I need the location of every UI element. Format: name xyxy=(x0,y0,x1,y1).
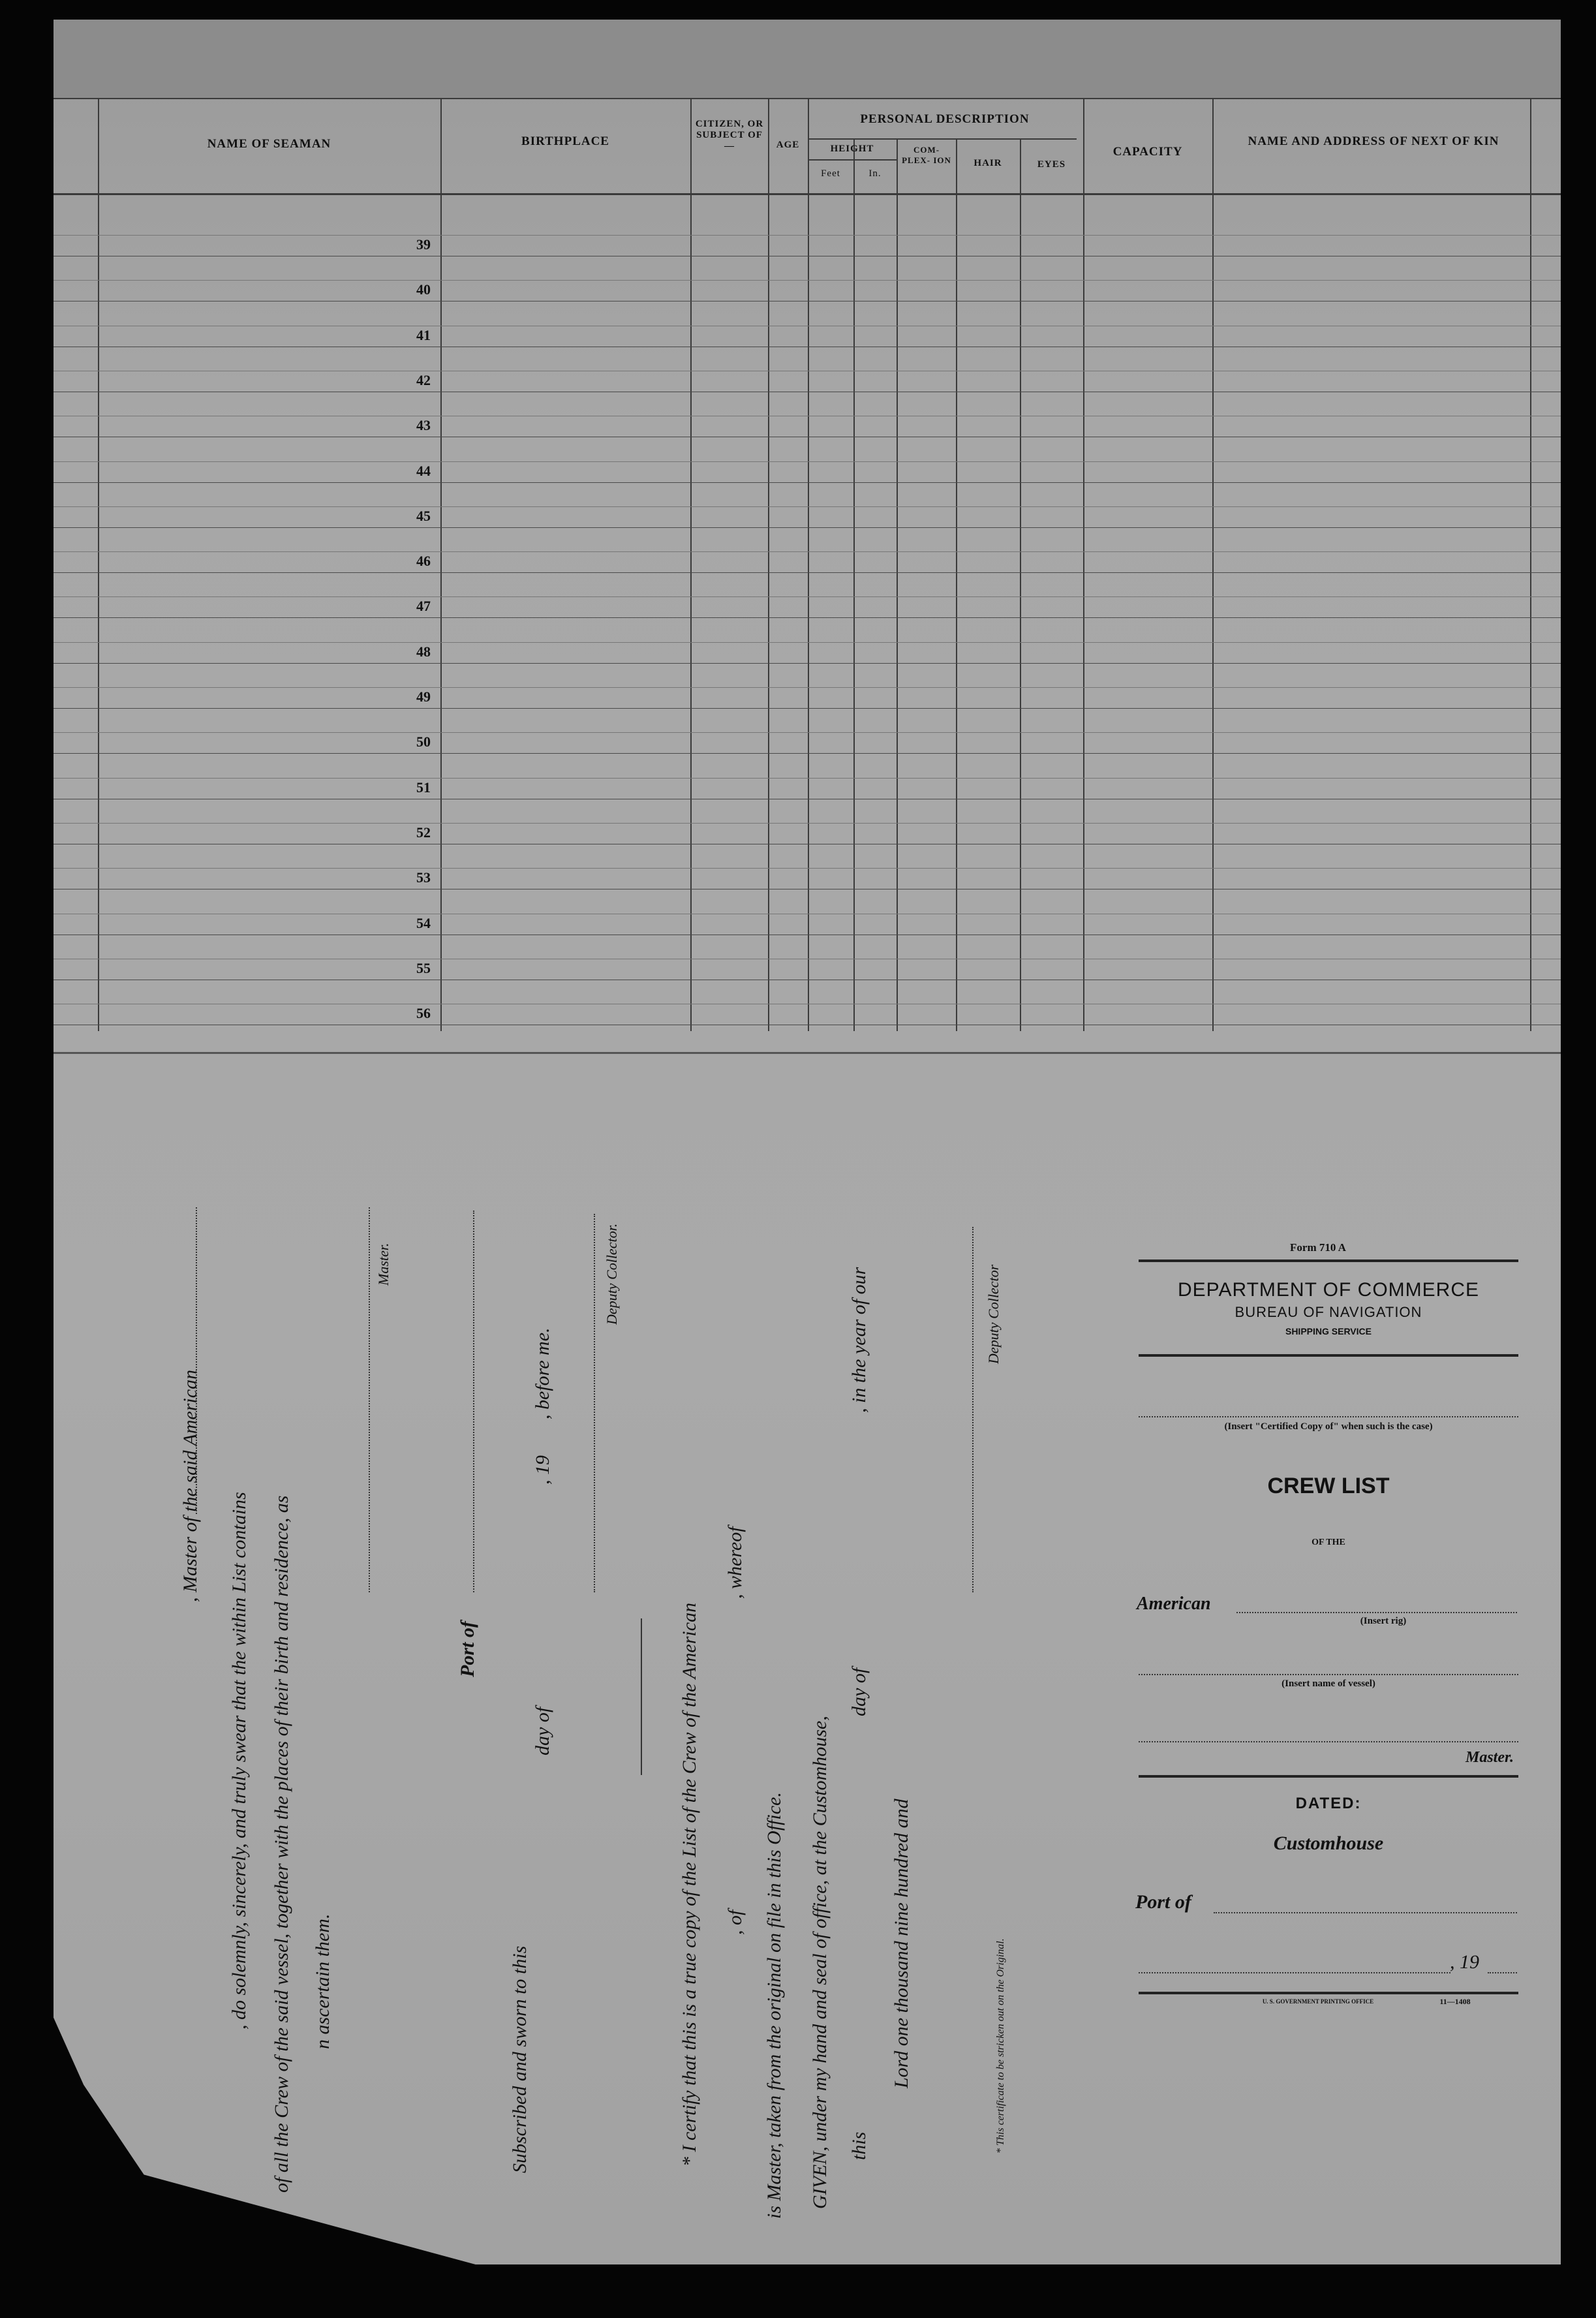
row-number: 48 xyxy=(416,643,431,660)
cover-rule-top xyxy=(1139,1259,1518,1262)
header-eyes: EYES xyxy=(1037,159,1066,170)
header-hair: HAIR xyxy=(974,158,1002,168)
cert-line-3: GIVEN, under my hand and seal of office, at the Customhouse, xyxy=(809,1716,831,2209)
row-rule xyxy=(54,708,1561,709)
col-divider xyxy=(1083,98,1084,1031)
col-divider xyxy=(98,98,99,1031)
row-rule xyxy=(54,753,1561,754)
header-inches: In. xyxy=(868,168,882,179)
header-height: HEIGHT xyxy=(830,144,874,154)
col-divider xyxy=(1530,98,1531,1031)
header-next-of-kin: NAME AND ADDRESS OF NEXT OF KIN xyxy=(1248,134,1499,148)
row-rule xyxy=(54,527,1561,528)
header-age: AGE xyxy=(776,140,800,150)
row-number: 53 xyxy=(416,869,431,886)
cover-print-code: 11—1408 xyxy=(1439,1997,1471,2006)
row-rule xyxy=(54,663,1561,664)
cover-rule-3 xyxy=(1139,1775,1518,1778)
cover-insert-rig: (Insert rig) xyxy=(1360,1616,1407,1626)
row-subrule xyxy=(54,596,1561,597)
cover-service: SHIPPING SERVICE xyxy=(1285,1326,1372,1337)
row-number: 45 xyxy=(416,508,431,524)
oath-line-4: n ascertain them. xyxy=(312,1913,333,2049)
row-subrule xyxy=(54,551,1561,552)
port-of-line xyxy=(1214,1912,1517,1913)
oath-line-2: , do solemnly, sincerely, and truly swear that the within List contains xyxy=(228,1492,250,2030)
cover-port-of: Port of xyxy=(1135,1891,1191,1913)
row-number: 42 xyxy=(416,372,431,388)
cover-of-the: OF THE xyxy=(1312,1538,1345,1547)
cover-rule-bottom xyxy=(1139,1992,1518,1994)
row-number: 39 xyxy=(416,236,431,253)
cert-footnote: * This certificate to be stricken out on the Original. xyxy=(995,1938,1006,2154)
vessel-name-line xyxy=(1139,1674,1518,1675)
cert-line-1: * I certify that this is a true copy of the List of the Crew of the American xyxy=(679,1602,700,2167)
cover-year: , 19 xyxy=(1450,1951,1479,1973)
oath-line-3: of all the Crew of the said vessel, together with the places of their birth and residence, as xyxy=(271,1495,292,2193)
cert-signature-line xyxy=(972,1227,974,1592)
header-personal-description: PERSONAL DESCRIPTION xyxy=(860,112,1030,126)
col-divider xyxy=(690,98,692,1031)
header-citizen: CITIZEN, OR SUBJECT OF— xyxy=(695,119,764,151)
row-number: 54 xyxy=(416,915,431,931)
oath-day-of: day of xyxy=(532,1707,553,1755)
oath-line-1: , Master of the said American xyxy=(179,1369,201,1602)
cover-dated: DATED: xyxy=(1295,1795,1362,1812)
cover-department: DEPARTMENT OF COMMERCE xyxy=(1177,1279,1480,1301)
row-number: 47 xyxy=(416,598,431,614)
cover-customhouse: Customhouse xyxy=(1273,1832,1384,1854)
date-line xyxy=(1139,1972,1450,1973)
col-divider xyxy=(897,138,898,1031)
row-subrule xyxy=(54,778,1561,779)
cover-american: American xyxy=(1137,1594,1211,1614)
row-subrule xyxy=(54,506,1561,507)
height-rule xyxy=(808,159,897,161)
oath-subscribed: Subscribed and sworn to this xyxy=(509,1945,530,2173)
col-divider xyxy=(768,98,769,1031)
row-rule xyxy=(54,482,1561,483)
row-number: 44 xyxy=(416,463,431,479)
cover-insert-vessel: (Insert name of vessel) xyxy=(1281,1678,1375,1689)
cover-title: CREW LIST xyxy=(1267,1474,1390,1498)
header-capacity: CAPACITY xyxy=(1113,145,1183,159)
rig-line xyxy=(1236,1612,1517,1613)
col-divider xyxy=(853,138,855,1031)
cert-lord: Lord one thousand nine hundred and xyxy=(891,1799,912,2088)
oath-deputy-collector: Deputy Collector. xyxy=(604,1223,620,1325)
port-line xyxy=(473,1211,474,1592)
oath-year: , 19 xyxy=(532,1455,553,1485)
row-number: 43 xyxy=(416,417,431,433)
row-number: 55 xyxy=(416,960,431,976)
row-number: 40 xyxy=(416,281,431,298)
cover-bureau: BUREAU OF NAVIGATION xyxy=(1235,1304,1422,1320)
header-feet: Feet xyxy=(821,168,840,179)
cert-this: this xyxy=(848,2131,870,2160)
row-subrule xyxy=(54,868,1561,869)
oath-before-me: , before me. xyxy=(532,1327,553,1419)
cert-of: , of xyxy=(724,1909,746,1935)
top-margin xyxy=(54,20,1561,98)
cover-insert-certified: (Insert "Certified Copy of" when such is the case) xyxy=(1224,1421,1433,1432)
header-birthplace: BIRTHPLACE xyxy=(521,134,609,148)
row-number: 56 xyxy=(416,1005,431,1021)
row-number: 46 xyxy=(416,553,431,569)
row-number: 41 xyxy=(416,327,431,343)
divider xyxy=(641,1618,642,1775)
col-divider xyxy=(440,98,442,1031)
master-signature-line xyxy=(369,1207,370,1592)
form-number: Form 710 A xyxy=(1290,1241,1346,1254)
certified-copy-line xyxy=(1139,1416,1518,1417)
header-complexion: COM- PLEX- ION xyxy=(902,145,951,165)
row-number: 50 xyxy=(416,734,431,750)
col-divider xyxy=(1212,98,1214,1031)
oath-master-label: Master. xyxy=(375,1243,391,1286)
row-subrule xyxy=(54,823,1561,824)
cover-printer: U. S. GOVERNMENT PRINTING OFFICE xyxy=(1262,1998,1374,2005)
personal-desc-rule xyxy=(808,138,1077,140)
fold-line xyxy=(54,1052,1561,1054)
row-subrule xyxy=(54,687,1561,688)
col-divider xyxy=(1020,138,1021,1031)
cert-deputy-collector: Deputy Collector xyxy=(985,1264,1002,1364)
header-name-of-seaman: NAME OF SEAMAN xyxy=(207,137,331,151)
col-divider xyxy=(808,98,809,1031)
cover-rule-2 xyxy=(1139,1354,1518,1357)
table-top-rule xyxy=(54,98,1561,99)
row-subrule xyxy=(54,280,1561,281)
cert-line-2: is Master, taken from the original on file in this Office. xyxy=(763,1792,785,2219)
row-subrule xyxy=(54,642,1561,643)
year-line xyxy=(1488,1972,1517,1973)
row-number: 49 xyxy=(416,688,431,705)
col-divider xyxy=(956,138,957,1031)
collector-signature-line xyxy=(594,1214,595,1592)
cover-master: Master. xyxy=(1465,1749,1514,1766)
cert-whereof: , whereof xyxy=(724,1526,746,1599)
row-subrule xyxy=(54,461,1561,462)
oath-port-of: Port of xyxy=(457,1621,478,1677)
row-rule xyxy=(54,572,1561,573)
row-number: 52 xyxy=(416,824,431,841)
header-bottom-rule xyxy=(54,193,1561,195)
row-subrule xyxy=(54,235,1561,236)
oath-blank xyxy=(196,1207,197,1514)
row-subrule xyxy=(54,732,1561,733)
row-rule xyxy=(54,617,1561,618)
master-line xyxy=(1139,1741,1518,1742)
row-number: 51 xyxy=(416,779,431,796)
cert-day-of: day of xyxy=(848,1667,870,1716)
cert-in-year: , in the year of our xyxy=(848,1267,870,1413)
